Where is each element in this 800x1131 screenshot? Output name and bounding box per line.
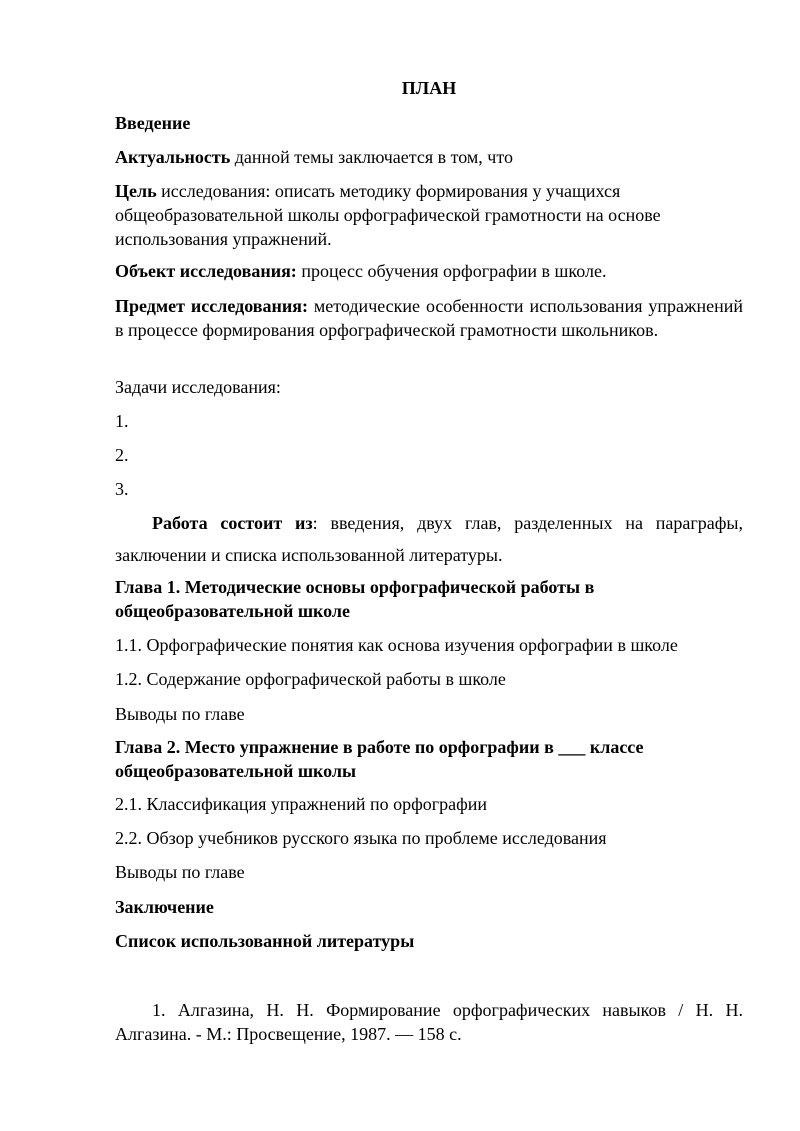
intro-heading: Введение [115, 113, 191, 133]
goal-label: Цель [115, 181, 157, 201]
object-text: процесс обучения орфографии в школе. [296, 261, 607, 281]
task-item: 3. [115, 479, 129, 499]
task-item: 1. [115, 411, 129, 431]
chapter1-conclusion: Выводы по главе [115, 704, 245, 724]
subject-text: методические особенности использования упражнений в процессе формирования орфографической грамотности школьников. [115, 296, 743, 340]
object-label: Объект исследования: [115, 261, 297, 281]
structure-label: Работа состоит из [152, 513, 313, 533]
relevance-paragraph [115, 145, 743, 169]
chapter2-item: 2.1. Классификация упражнений по орфографии [115, 794, 488, 814]
chapter1-item: 1.1. Орфографические понятия как основа изучения орфографии в школе [115, 635, 678, 655]
plan-title: ПЛАН [401, 78, 457, 98]
chapter1-item: 1.2. Содержание орфографической работы в школе [115, 669, 506, 689]
conclusion-heading: Заключение [115, 897, 214, 917]
chapter2-title: Глава 2. Место упражнение в работе по орфографии в ___ классе общеобразовательной школы [115, 737, 644, 781]
structure-paragraph [115, 507, 743, 571]
references-heading: Список использованной литературы [115, 931, 415, 951]
subject-label: Предмет исследования: [115, 296, 308, 316]
task-item: 2. [115, 445, 129, 465]
tasks-heading: Задачи исследования: [115, 377, 281, 397]
relevance-label: Актуальность [115, 147, 231, 167]
chapter2-item: 2.2. Обзор учебников русского языка по проблеме исследования [115, 828, 607, 848]
goal-paragraph [115, 179, 715, 251]
subject-paragraph [115, 294, 743, 342]
relevance-text: данной темы заключается в том, что [230, 147, 513, 167]
object-paragraph [115, 259, 743, 283]
chapter1-title: Глава 1. Методические основы орфографической работы в общеобразовательной школе [115, 577, 595, 621]
chapter2-conclusion: Выводы по главе [115, 862, 245, 882]
structure-text: : введения, двух глав, разделенных на параграфы, заключении и списка использованной литературы. [115, 513, 744, 565]
goal-text: исследования: описать методику формирования у учащихся общеобразовательной школы орфографической грамотности на основе использования упражнений. [115, 181, 661, 249]
reference-item: 1. Алгазина, Н. Н. Формирование орфографических навыков / Н. Н. Алгазина. - М.: Просвещение, 1987. — 158 с. [115, 1000, 743, 1044]
